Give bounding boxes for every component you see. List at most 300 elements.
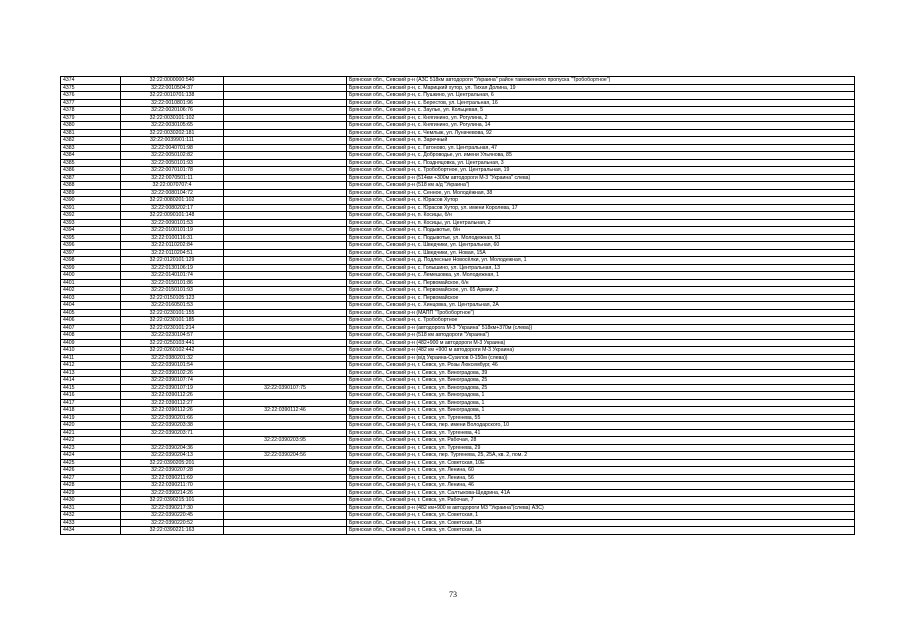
address-cell: Брянская обл., Севский р-н, с. Шведчики, ул. Центральная, 60 (347, 242, 855, 250)
address-cell: Брянская обл., Севский р-н (автодорога М-3 "Украина" 518км+370м (слева)) (347, 324, 855, 332)
table-row (61, 219, 855, 227)
row-number-cell: 4417 (61, 399, 121, 407)
cadastral-number-cell: 32:22:0140101:74 (121, 272, 224, 280)
related-cadastral-number-cell: 32:22:0390112:46 (224, 407, 347, 415)
row-number-cell: 4394 (61, 227, 121, 235)
address-cell: Брянская обл., Севский р-н, с. Подывотье, ул. Молодежная, 51 (347, 234, 855, 242)
row-number-cell: 4415 (61, 384, 121, 392)
row-number-cell: 4389 (61, 189, 121, 197)
cadastral-table (60, 76, 855, 535)
address-cell: Брянская обл., Севский р-н, г. Севск, ул. Рабочая, 7 (347, 497, 855, 505)
table-row (61, 354, 855, 362)
row-number-cell: 4387 (61, 174, 121, 182)
address-cell: Брянская обл., Севский р-н, с. Княгинино, ул. Рогулина, 14 (347, 122, 855, 130)
row-number-cell: 4405 (61, 309, 121, 317)
row-number-cell: 4421 (61, 429, 121, 437)
table-row (61, 204, 855, 212)
related-cadastral-number-cell (224, 459, 347, 467)
row-number-cell: 4412 (61, 362, 121, 370)
address-cell: Брянская обл., Севский р-н, г. Севск, ул. Тургенева, 55 (347, 414, 855, 422)
table-row (61, 324, 855, 332)
table-row (61, 362, 855, 370)
table-row (61, 474, 855, 482)
cadastral-number-cell: 32:22:0260102:442 (121, 347, 224, 355)
related-cadastral-number-cell (224, 527, 347, 535)
row-number-cell: 4399 (61, 264, 121, 272)
address-cell: Брянская обл., Севский р-н, с. Юрасов Хутор (347, 197, 855, 205)
table-row (61, 189, 855, 197)
related-cadastral-number-cell (224, 84, 347, 92)
row-number-cell: 4386 (61, 167, 121, 175)
row-number-cell: 4411 (61, 354, 121, 362)
related-cadastral-number-cell (224, 474, 347, 482)
row-number-cell: 4390 (61, 197, 121, 205)
table-row (61, 99, 855, 107)
table-row (61, 332, 855, 340)
table-row (61, 152, 855, 160)
cadastral-number-cell: 32:22:0390214:26 (121, 489, 224, 497)
related-cadastral-number-cell (224, 99, 347, 107)
table-row (61, 122, 855, 130)
related-cadastral-number-cell (224, 257, 347, 265)
table-row (61, 114, 855, 122)
table-row (61, 482, 855, 490)
address-cell: Брянская обл., Севский р-н (518 км автодороги "Украина") (347, 332, 855, 340)
table-row (61, 497, 855, 505)
address-cell: Брянская обл., Севский р-н, с. Княгинино, ул. Рогулина, 2 (347, 114, 855, 122)
address-cell: Брянская обл., Севский р-н, г. Севск, ул. Виноградова, 39 (347, 369, 855, 377)
cadastral-number-cell: 32:22:0390101:54 (121, 362, 224, 370)
address-cell: Брянская обл., Севский р-н, с. Тробобортное (347, 317, 855, 325)
cadastral-number-cell: 32:22:0070707:4 (121, 182, 224, 190)
cadastral-number-cell: 32:22:0390107:19 (121, 384, 224, 392)
table-row (61, 144, 855, 152)
address-cell: Брянская обл., Севский р-н (518 км а/д "Украина") (347, 182, 855, 190)
related-cadastral-number-cell (224, 219, 347, 227)
cadastral-number-cell: 32:22:0230104:57 (121, 332, 224, 340)
related-cadastral-number-cell (224, 77, 347, 85)
address-cell: Брянская обл., Севский р-н, г. Севск, ул. Салтыкова-Щедрина, 41А (347, 489, 855, 497)
cadastral-number-cell: 32:22:0090101:148 (121, 212, 224, 220)
cadastral-number-cell: 32:22:0390203:38 (121, 422, 224, 430)
table-row (61, 422, 855, 430)
table-row (61, 369, 855, 377)
address-cell: Брянская обл., Севский р-н, г. Севск, ул. Розы Люксембург, 46 (347, 362, 855, 370)
table-row (61, 467, 855, 475)
related-cadastral-number-cell (224, 317, 347, 325)
table-row (61, 347, 855, 355)
table-row (61, 227, 855, 235)
table-row (61, 407, 855, 415)
row-number-cell: 4424 (61, 452, 121, 460)
cadastral-number-cell: 32:22:0050101:93 (121, 159, 224, 167)
row-number-cell: 4402 (61, 287, 121, 295)
cadastral-number-cell: 32:22:0020106:76 (121, 107, 224, 115)
related-cadastral-number-cell (224, 152, 347, 160)
address-cell: Брянская обл., Севский р-н, г. Севск, ул. Советская, 1 (347, 512, 855, 520)
table-row (61, 302, 855, 310)
address-cell: Брянская обл., Севский р-н, г. Севск, ул. Виноградова, 25 (347, 377, 855, 385)
row-number-cell: 4428 (61, 482, 121, 490)
row-number-cell: 4418 (61, 407, 121, 415)
row-number-cell: 4408 (61, 332, 121, 340)
address-cell: Брянская обл., Севский р-н (в/д Украина-Сузилов 0-150м (слева)) (347, 354, 855, 362)
page-number: 73 (449, 590, 457, 599)
table-row (61, 504, 855, 512)
address-cell: Брянская обл., Севский р-н, г. Севск, ул. Виноградова, 1 (347, 392, 855, 400)
row-number-cell: 4388 (61, 182, 121, 190)
cadastral-number-cell: 32:22:0010701:138 (121, 92, 224, 100)
address-cell: Брянская обл., Севский р-н, с. Первомайское, ул. 65 Армии, 2 (347, 287, 855, 295)
table-row (61, 234, 855, 242)
address-cell: Брянская обл., Севский р-н, п. Заречный (347, 137, 855, 145)
address-cell: Брянская обл., Севский р-н (482+900 м автодороги М-3 Украина) (347, 339, 855, 347)
address-cell: Брянская обл., Севский р-н, г. Севск, ул. Тургенева, 41 (347, 429, 855, 437)
table-row (61, 92, 855, 100)
address-cell: Брянская обл., Севский р-н, г. Севск, ул. Тургенева, 29 (347, 444, 855, 452)
related-cadastral-number-cell (224, 482, 347, 490)
related-cadastral-number-cell (224, 212, 347, 220)
row-number-cell: 4429 (61, 489, 121, 497)
table-row (61, 107, 855, 115)
address-cell: Брянская обл., Севский р-н, г. Севск, ул. Ленина, 46 (347, 482, 855, 490)
address-cell: Брянская обл., Севский р-н, с. Лемешовка, ул. Молодежная, 1 (347, 272, 855, 280)
address-cell: Брянская обл., Севский р-н, г. Севск, ул. Рабочая, 28 (347, 437, 855, 445)
table-row (61, 264, 855, 272)
table-row (61, 392, 855, 400)
row-number-cell: 4400 (61, 272, 121, 280)
row-number-cell: 4397 (61, 249, 121, 257)
row-number-cell: 4416 (61, 392, 121, 400)
cadastral-number-cell: 32:22:0000000:540 (121, 77, 224, 85)
cadastral-number-cell: 32:22:0390203:71 (121, 429, 224, 437)
table-row (61, 129, 855, 137)
related-cadastral-number-cell (224, 182, 347, 190)
cadastral-number-cell: 32:22:0130106:19 (121, 264, 224, 272)
address-cell: Брянская обл., Севский р-н, с. Поздняцовка, ул. Центральная, 3 (347, 159, 855, 167)
cadastral-number-cell: 32:22:0390220:45 (121, 512, 224, 520)
row-number-cell: 4433 (61, 519, 121, 527)
row-number-cell: 4381 (61, 129, 121, 137)
cadastral-number-cell: 32:22:0110204:51 (121, 249, 224, 257)
table-body (61, 77, 855, 535)
related-cadastral-number-cell: 32:22:0390204:56 (224, 452, 347, 460)
related-cadastral-number-cell (224, 272, 347, 280)
row-number-cell: 4392 (61, 212, 121, 220)
address-cell: Брянская обл., Севский р-н, с. Марицкий хутор, ул. Тихая Долина, 19 (347, 84, 855, 92)
table-row (61, 519, 855, 527)
address-cell: Брянская обл., Севский р-н, г. Севск, пер. Тургенева, 25, 25А, кв. 2, пом. 2 (347, 452, 855, 460)
cadastral-number-cell: 32:22:0150101:86 (121, 279, 224, 287)
address-cell: Брянская обл., Севский р-н, г. Севск, ул. Виноградова, 1 (347, 399, 855, 407)
cadastral-number-cell: 32:22:0390215:101 (121, 497, 224, 505)
table-row (61, 197, 855, 205)
cadastral-number-cell (121, 437, 224, 445)
related-cadastral-number-cell (224, 467, 347, 475)
address-cell: Брянская обл., Севский р-н, с. Хинцовка, ул. Центральная, 2А (347, 302, 855, 310)
row-number-cell: 4377 (61, 99, 121, 107)
row-number-cell: 4406 (61, 317, 121, 325)
row-number-cell: 4379 (61, 114, 121, 122)
row-number-cell: 4409 (61, 339, 121, 347)
related-cadastral-number-cell (224, 107, 347, 115)
row-number-cell: 4393 (61, 219, 121, 227)
address-cell: Брянская обл., Севский р-н, с. Шведчики, ул. Новая, 15А (347, 249, 855, 257)
related-cadastral-number-cell (224, 92, 347, 100)
table-row (61, 182, 855, 190)
row-number-cell: 4419 (61, 414, 121, 422)
related-cadastral-number-cell (224, 444, 347, 452)
cadastral-number-cell: 32:22:0390220:52 (121, 519, 224, 527)
cadastral-number-cell: 32:22:0090101:53 (121, 219, 224, 227)
address-cell: Брянская обл., Севский р-н, д. Подлесные Новосёлки, ул. Молодежная, 1 (347, 257, 855, 265)
row-number-cell: 4376 (61, 92, 121, 100)
cadastral-number-cell: 32:22:0100116:31 (121, 234, 224, 242)
address-cell: Брянская обл., Севский р-н (482 км+900 м автодороги М3 "Украина"(слева) АЗС) (347, 504, 855, 512)
cadastral-number-cell: 32:22:0070101:78 (121, 167, 224, 175)
cadastral-number-cell: 32:22:0390201:66 (121, 414, 224, 422)
table-row (61, 84, 855, 92)
related-cadastral-number-cell (224, 392, 347, 400)
address-cell: Брянская обл., Севский р-н, г. Севск, ул. Виноградова, 1 (347, 407, 855, 415)
table-row (61, 339, 855, 347)
address-cell: Брянская обл., Севский р-н, с. Голышино, ул. Центральная, 13 (347, 264, 855, 272)
cadastral-number-cell: 32:22:0390211:70 (121, 482, 224, 490)
cadastral-number-cell: 32:22:0030202:181 (121, 129, 224, 137)
cadastral-number-cell: 32:22:0080202:17 (121, 204, 224, 212)
related-cadastral-number-cell (224, 144, 347, 152)
related-cadastral-number-cell (224, 377, 347, 385)
row-number-cell: 4420 (61, 422, 121, 430)
related-cadastral-number-cell (224, 332, 347, 340)
related-cadastral-number-cell (224, 489, 347, 497)
related-cadastral-number-cell (224, 159, 347, 167)
related-cadastral-number-cell (224, 414, 347, 422)
related-cadastral-number-cell (224, 512, 347, 520)
related-cadastral-number-cell (224, 339, 347, 347)
related-cadastral-number-cell (224, 114, 347, 122)
table-row (61, 249, 855, 257)
related-cadastral-number-cell (224, 197, 347, 205)
cadastral-number-cell: 32:22:0390217:30 (121, 504, 224, 512)
table-row (61, 377, 855, 385)
table-row (61, 512, 855, 520)
row-number-cell: 4427 (61, 474, 121, 482)
cadastral-number-cell: 32:22:0100101:19 (121, 227, 224, 235)
table-row (61, 257, 855, 265)
row-number-cell: 4423 (61, 444, 121, 452)
cadastral-number-cell: 32:22:0390211:69 (121, 474, 224, 482)
cadastral-number-cell: 32:22:0030101:102 (121, 114, 224, 122)
table-row (61, 444, 855, 452)
address-cell: Брянская обл., Севский р-н, с. Первомайское, б/н (347, 279, 855, 287)
row-number-cell: 4375 (61, 84, 121, 92)
related-cadastral-number-cell (224, 324, 347, 332)
cadastral-number-cell: 32:22:0080201:102 (121, 197, 224, 205)
table-row (61, 527, 855, 535)
table-row (61, 317, 855, 325)
cadastral-number-cell: 32:22:0390204:36 (121, 444, 224, 452)
related-cadastral-number-cell (224, 294, 347, 302)
related-cadastral-number-cell (224, 309, 347, 317)
row-number-cell: 4410 (61, 347, 121, 355)
cadastral-number-cell: 32:22:0390207:28 (121, 467, 224, 475)
related-cadastral-number-cell (224, 227, 347, 235)
row-number-cell: 4383 (61, 144, 121, 152)
cadastral-number-cell: 32:22:0390204:13 (121, 452, 224, 460)
address-cell: Брянская обл., Севский р-н, с. Гатоново, ул. Центральная, 47 (347, 144, 855, 152)
row-number-cell: 4431 (61, 504, 121, 512)
table-row (61, 272, 855, 280)
address-cell: Брянская обл., Севский р-н, с. Юрасов Хутор, ул. имени Королева, 17 (347, 204, 855, 212)
row-number-cell: 4378 (61, 107, 121, 115)
table-row (61, 384, 855, 392)
table-row (61, 159, 855, 167)
cadastral-number-cell: 32:22:0390112:26 (121, 392, 224, 400)
row-number-cell: 4432 (61, 512, 121, 520)
cadastral-number-cell: 32:22:0250103:441 (121, 339, 224, 347)
related-cadastral-number-cell (224, 204, 347, 212)
table-row (61, 167, 855, 175)
cadastral-number-cell: 32:22:0150101:93 (121, 287, 224, 295)
row-number-cell: 4422 (61, 437, 121, 445)
related-cadastral-number-cell: 32:22:0390203:95 (224, 437, 347, 445)
table-row (61, 174, 855, 182)
related-cadastral-number-cell (224, 264, 347, 272)
table-row (61, 437, 855, 445)
related-cadastral-number-cell (224, 429, 347, 437)
related-cadastral-number-cell (224, 137, 347, 145)
related-cadastral-number-cell (224, 422, 347, 430)
row-number-cell: 4401 (61, 279, 121, 287)
related-cadastral-number-cell (224, 519, 347, 527)
related-cadastral-number-cell (224, 122, 347, 130)
address-cell: Брянская обл., Севский р-н, г. Севск, ул. Советская, 1а (347, 527, 855, 535)
related-cadastral-number-cell (224, 279, 347, 287)
address-cell: Брянская обл., Севский р-н (АЗС 518км автодороги "Украина" район таможенного пропуска "Тробобортное") (347, 77, 855, 85)
cadastral-number-cell: 32:22:0390221:163 (121, 527, 224, 535)
address-cell: Брянская обл., Севский р-н, г. Севск, пер. имени Володарского, 10 (347, 422, 855, 430)
related-cadastral-number-cell (224, 362, 347, 370)
table-row (61, 212, 855, 220)
cadastral-number-cell: 32:22:0390102:26 (121, 369, 224, 377)
cadastral-number-cell: 32:22:0390112:26 (121, 407, 224, 415)
cadastral-number-cell: 32:22:0380201:32 (121, 354, 224, 362)
address-cell: Брянская обл., Севский р-н, с. Заулье, ул. Кольцевая, 5 (347, 107, 855, 115)
related-cadastral-number-cell (224, 167, 347, 175)
table-row (61, 294, 855, 302)
table-row (61, 137, 855, 145)
address-cell: Брянская обл., Севский р-н, г. Севск, ул. Ленина, 60 (347, 467, 855, 475)
address-cell: Брянская обл., Севский р-н, с. Первомайское (347, 294, 855, 302)
row-number-cell: 4413 (61, 369, 121, 377)
related-cadastral-number-cell (224, 189, 347, 197)
related-cadastral-number-cell (224, 399, 347, 407)
cadastral-number-cell: 32:22:0039901:111 (121, 137, 224, 145)
row-number-cell: 4396 (61, 242, 121, 250)
cadastral-number-cell: 32:22:0150105:123 (121, 294, 224, 302)
related-cadastral-number-cell (224, 302, 347, 310)
table-row (61, 414, 855, 422)
address-cell: Брянская обл., Севский р-н, с. Тробобортное, ул. Центральная, 19 (347, 167, 855, 175)
cadastral-number-cell: 32:22:0010504:37 (121, 84, 224, 92)
address-cell: Брянская обл., Севский р-н, с. Доброводье, ул. имени Ульянова, 85 (347, 152, 855, 160)
row-number-cell: 4391 (61, 204, 121, 212)
row-number-cell: 4385 (61, 159, 121, 167)
row-number-cell: 4380 (61, 122, 121, 130)
table-row (61, 77, 855, 85)
cadastral-number-cell: 32:22:0230101:155 (121, 309, 224, 317)
related-cadastral-number-cell (224, 369, 347, 377)
table-row (61, 287, 855, 295)
cadastral-number-cell: 32:22:0230101:214 (121, 324, 224, 332)
row-number-cell: 4414 (61, 377, 121, 385)
table-row (61, 489, 855, 497)
cadastral-number-cell: 32:22:0390107:74 (121, 377, 224, 385)
related-cadastral-number-cell: 32:22:0390107:75 (224, 384, 347, 392)
address-cell: Брянская обл., Севский р-н, с. Чемлыж, ул. Луначевова, 92 (347, 129, 855, 137)
address-cell: Брянская обл., Севский р-н (МАПП "Тробобортное") (347, 309, 855, 317)
cadastral-number-cell: 32:22:0030105:65 (121, 122, 224, 130)
address-cell: Брянская обл., Севский р-н, г. Севск, ул. Виноградова, 25 (347, 384, 855, 392)
row-number-cell: 4430 (61, 497, 121, 505)
row-number-cell: 4395 (61, 234, 121, 242)
related-cadastral-number-cell (224, 347, 347, 355)
row-number-cell: 4426 (61, 467, 121, 475)
table-row (61, 399, 855, 407)
related-cadastral-number-cell (224, 242, 347, 250)
address-cell: Брянская обл., Севский р-н, с. Сенное, ул. Молодёжная, 38 (347, 189, 855, 197)
cadastral-number-cell: 32:22:0390205:201 (121, 459, 224, 467)
related-cadastral-number-cell (224, 497, 347, 505)
related-cadastral-number-cell (224, 234, 347, 242)
address-cell: Брянская обл., Севский р-н, г. Севск, ул. Ленина, 56 (347, 474, 855, 482)
address-cell: Брянская обл., Севский р-н (482 км +900 м автодороги М-3 Украина) (347, 347, 855, 355)
table-row (61, 279, 855, 287)
row-number-cell: 4407 (61, 324, 121, 332)
row-number-cell: 4384 (61, 152, 121, 160)
address-cell: Брянская обл., Севский р-н, п. Косицы, б/н (347, 212, 855, 220)
cadastral-number-cell: 32:22:0050102:82 (121, 152, 224, 160)
cadastral-number-cell: 32:22:0230101:185 (121, 317, 224, 325)
cadastral-number-cell: 32:22:0080104:72 (121, 189, 224, 197)
related-cadastral-number-cell (224, 504, 347, 512)
address-cell: Брянская обл., Севский р-н, с. Подывотье, б/н (347, 227, 855, 235)
cadastral-number-cell: 32:22:0110202:84 (121, 242, 224, 250)
cadastral-number-cell: 32:22:0390112:27 (121, 399, 224, 407)
cadastral-number-cell: 32:22:0120101:129 (121, 257, 224, 265)
cadastral-number-cell: 32:22:0160501:53 (121, 302, 224, 310)
table-row (61, 242, 855, 250)
address-cell: Брянская обл., Севский р-н, г. Севск, ул. Советская, 10Е (347, 459, 855, 467)
address-cell: Брянская обл., Севский р-н, с. Берестов, ул. Центральная, 16 (347, 99, 855, 107)
related-cadastral-number-cell (224, 287, 347, 295)
table-row (61, 309, 855, 317)
related-cadastral-number-cell (224, 249, 347, 257)
row-number-cell: 4425 (61, 459, 121, 467)
cadastral-number-cell: 32:22:0040701:98 (121, 144, 224, 152)
related-cadastral-number-cell (224, 174, 347, 182)
row-number-cell: 4398 (61, 257, 121, 265)
row-number-cell: 4403 (61, 294, 121, 302)
row-number-cell: 4434 (61, 527, 121, 535)
row-number-cell: 4382 (61, 137, 121, 145)
table-row (61, 452, 855, 460)
table-row (61, 459, 855, 467)
related-cadastral-number-cell (224, 129, 347, 137)
table-row (61, 429, 855, 437)
related-cadastral-number-cell (224, 354, 347, 362)
